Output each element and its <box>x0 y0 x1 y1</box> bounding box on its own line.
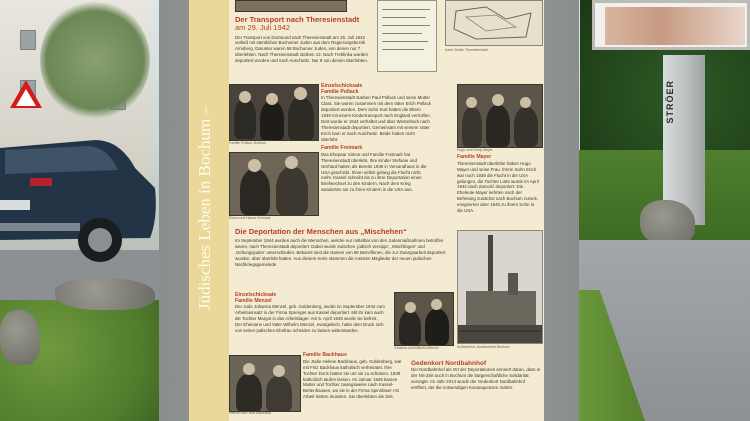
memorial-panel <box>189 0 544 421</box>
section-heading: Familie Mayer <box>457 154 492 160</box>
section-subheading: Familie Pollack <box>321 88 359 95</box>
section-body: Der Transport von Dortmund nach Theresienstadt am 29. Juli 1942 verließ mit sämtlichen Bochumer Juden aus dem Regierungsbezirk Arnsberg. Darunter waren 58 Bochumer Juden, von denen nur 7 überlebten. Nach Theresienstadt starben 13. Nach Treblinka wurden deportiert worden und nach Auschwitz. Nur 8 von diesen überlebten. <box>235 34 369 64</box>
license-plate <box>0 200 30 210</box>
section-body: Theresienstadt überlebte haben Hugo Mayer und seine Frau. Ihrem Sohn Erich war noch 1939 die Flucht in die USA gelungen, die Tochter Lotte wurde im April 1942 nach Zamość deportiert. Die Eheleute Mayer kehrten nach der Befreiung zunächst nach Bochum zurück, emigrierten aber 1946 zu ihrem Sohn in die USA. <box>457 160 539 214</box>
wheel-rim <box>88 228 112 252</box>
section-subheading: am 29. Juli 1942 <box>235 23 291 33</box>
photo-mayer <box>457 84 543 148</box>
billboard <box>592 0 750 50</box>
document-image <box>377 0 437 72</box>
photo-menzel <box>394 292 454 346</box>
photo-freimark-caption: Simon und Hanna Freimark <box>229 216 271 220</box>
tree <box>40 0 150 120</box>
pole-label: STRÖER <box>665 80 675 124</box>
section-heading: Einzelschicksale <box>321 83 363 89</box>
section-body: Der Jude Johanna Menzel, geb. Goldenberg, wurde im September 1944 zum Arbeitseinsatz in der Firma Sprenger aus Kassel deportiert. Mit ihr kam auch die Tochter Margot in das Arbeitslager. Am 5. April 1945 wurde sie befreit. Der Ehemann und Vater Wilhelm Menzel, evangelisch, hatte dem Druck sich von seiner jüdischen Ehefrau scheiden zu lassen widerstanden. <box>235 304 385 334</box>
section-heading: Der Transport nach Theresienstadt <box>235 15 360 24</box>
theresienstadt-map <box>445 0 543 46</box>
photo-backhaus-caption: Helene und Doris Backhaus <box>229 411 272 415</box>
photo-nordbahnhof <box>457 230 543 344</box>
panel-spine <box>189 0 229 421</box>
section-mayer <box>457 155 541 214</box>
section-mischehen <box>235 228 450 268</box>
rock <box>55 278 155 310</box>
rock <box>0 310 40 365</box>
section-body: In Theresienstadt starben Paul Pollack und seine Mutter Clara. Sie waren zusammen mit dem Vater Erich Pollack deportiert worden. Dem Sohn Kurt hatten die Eltern 1939 mit einem Kindertransport nach England verholfen. Dort wurde er 1944 verhaftet und über Westerbork nach Theresienstadt deportiert. Gemeinsam mit seinem Vater Erich kam er nach Auschwitz. Beide haben nicht überlebt. <box>321 95 431 142</box>
section-body: Im September 1944 wurden auch die Menschen, welche nur mittelbar von den Judenmaßnahmen betroffen waren, nach Theresienstadt deportiert. Dabei wurde zwischen ‚jüdisch versippt‘, ‚Mischlingen‘ und ‚Geltungsjuden‘ unterschieden. Bekannt sind die Namen von 98 Betroffenen, die zur Zwangsarbeit deportiert wurden, aber überlebt hatten. Aus diesem Kreis stammen die meisten Mitglieder der neuen jüdischen Nachkriegsgemeinde. <box>235 238 446 267</box>
tail-light <box>30 178 52 186</box>
section-transport <box>235 16 370 64</box>
photo-pollack <box>229 84 319 141</box>
photo-backhaus <box>229 355 301 412</box>
section-menzel <box>235 293 385 334</box>
photo-pollack-caption: Familie Pollack, Bochum <box>229 141 267 145</box>
warning-sign-inner <box>16 89 36 106</box>
photo-nordbahnhof-caption: Schlachthof, Nordbahnhof Bochum <box>457 345 510 349</box>
window <box>20 30 36 50</box>
section-backhaus <box>303 353 403 400</box>
section-heading: Einzelschicksale <box>235 292 277 298</box>
rock <box>640 200 695 245</box>
section-heading: Gedenkort Nordbahnhof <box>411 360 487 367</box>
section-gedenkort <box>411 360 541 391</box>
section-body: Das Ehepaar Simon und Familie Freimark hat Theresienstadt überlebt. Ihre Kinder Stefanie und Gerhard hatten als Bereits 1939 in Versandhaus in die USA geschickt. Ihnen selbst gelang die Flucht nicht mehr. Kassel schreibt bis zu ihrer Deportation einen Briefwechsel zu den Kindern. Nach dem Krieg wanderten sie zu ihren Kindern in die USA aus. <box>321 151 427 193</box>
section-freimark <box>321 146 431 193</box>
map-caption: Karte Ghetto Theresienstadt <box>445 48 488 52</box>
photo-menzel-caption: Johanna und Wilhelm Menzel <box>394 346 439 350</box>
section-body: Der Nordbahnhof als Ort der Deportationen erinnert daran, dass in der NS-Zeit auch in Bochum die bürgerschaftliche Solidarität versagte. Im Jahr 2014 wurde der Gedenkort Nordbahnhof eröffnet, der die notwendigen Konsequenzen mahnt. <box>411 367 541 390</box>
section-subheading: Familie Menzel <box>235 297 272 304</box>
parked-car <box>0 128 158 268</box>
photo-mayer-caption: Hugo und Emmy Mayer <box>457 148 493 152</box>
panel-spine-title: Jüdisches Leben in Bochum – <box>195 106 214 310</box>
section-heading: Familie Backhaus <box>303 352 347 358</box>
section-body: Die Jüdin Helene Backhaus, geb. Goldenberg, war mit Fritz Backhaus katholisch verheiratet. Ihre Tochter Doris hatten sie um sie zu schützen, 1939 katholisch taufen lassen. Im Januar 1945 kamen Mutter und Tochter zwangsweise nach Kassel-Bettenhausen, wo sie in der Firma Spinnfaser AG Arbeit leisten mussten. Sie überlebten die Zeit. <box>303 358 402 400</box>
section-pollack <box>321 84 431 143</box>
top-photo <box>235 0 347 12</box>
section-heading: Familie Freimark <box>321 145 363 151</box>
section-heading: Die Deportation der Menschen aus „Mischehen“ <box>235 227 407 236</box>
photo-freimark <box>229 152 319 216</box>
billboard-photo <box>605 7 745 45</box>
